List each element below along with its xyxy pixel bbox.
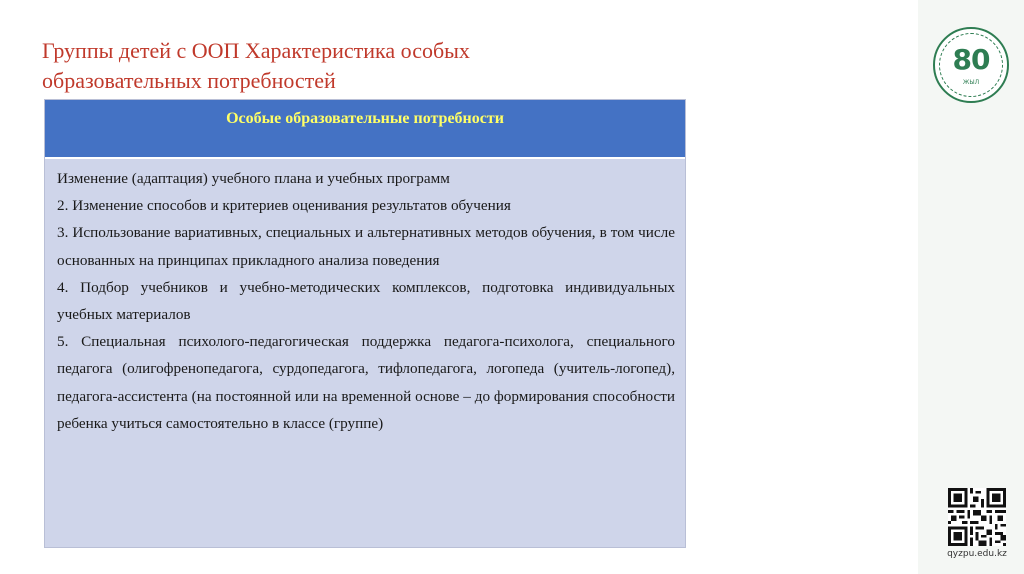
list-item: 4. Подбор учебников и учебно-методических комплексов, подготовка индивидуальных учебных материалов	[57, 278, 675, 324]
list-item: Изменение (адаптация) учебного плана и учебных программ	[57, 170, 450, 187]
qr-code-icon	[948, 488, 1006, 546]
table-body	[45, 159, 685, 547]
list-item: 2. Изменение способов и критериев оценивания результатов обучения	[57, 197, 511, 215]
table-header: Особые образовательные потребности	[45, 100, 685, 159]
emblem-number: 80	[952, 43, 990, 76]
needs-table	[44, 99, 686, 548]
site-url: qyzpu.edu.kz	[947, 549, 1007, 559]
slide-title: Группы детей с ООП Характеристика особых образовательных потребностей	[42, 38, 470, 93]
list-item: 3. Использование вариативных, специальных и альтернативных методов обучения, в том числе основанных на принципах прикладного анализа поведения	[57, 224, 675, 269]
anniversary-emblem-icon	[933, 27, 1009, 103]
list-item: 5. Специальная психолого-педагогическая поддержка педагога-психолога, специального педагога (олигофренопедагога, сурдопедагога, тифлопедагога, логопеда (учитель-логопед), педагога-ассистента (на постоянной или на временной основе – до формирования способности ребенка учиться самостоятельно в классе (группе)	[57, 333, 675, 432]
emblem-caption: ЖЫЛ	[962, 79, 980, 86]
